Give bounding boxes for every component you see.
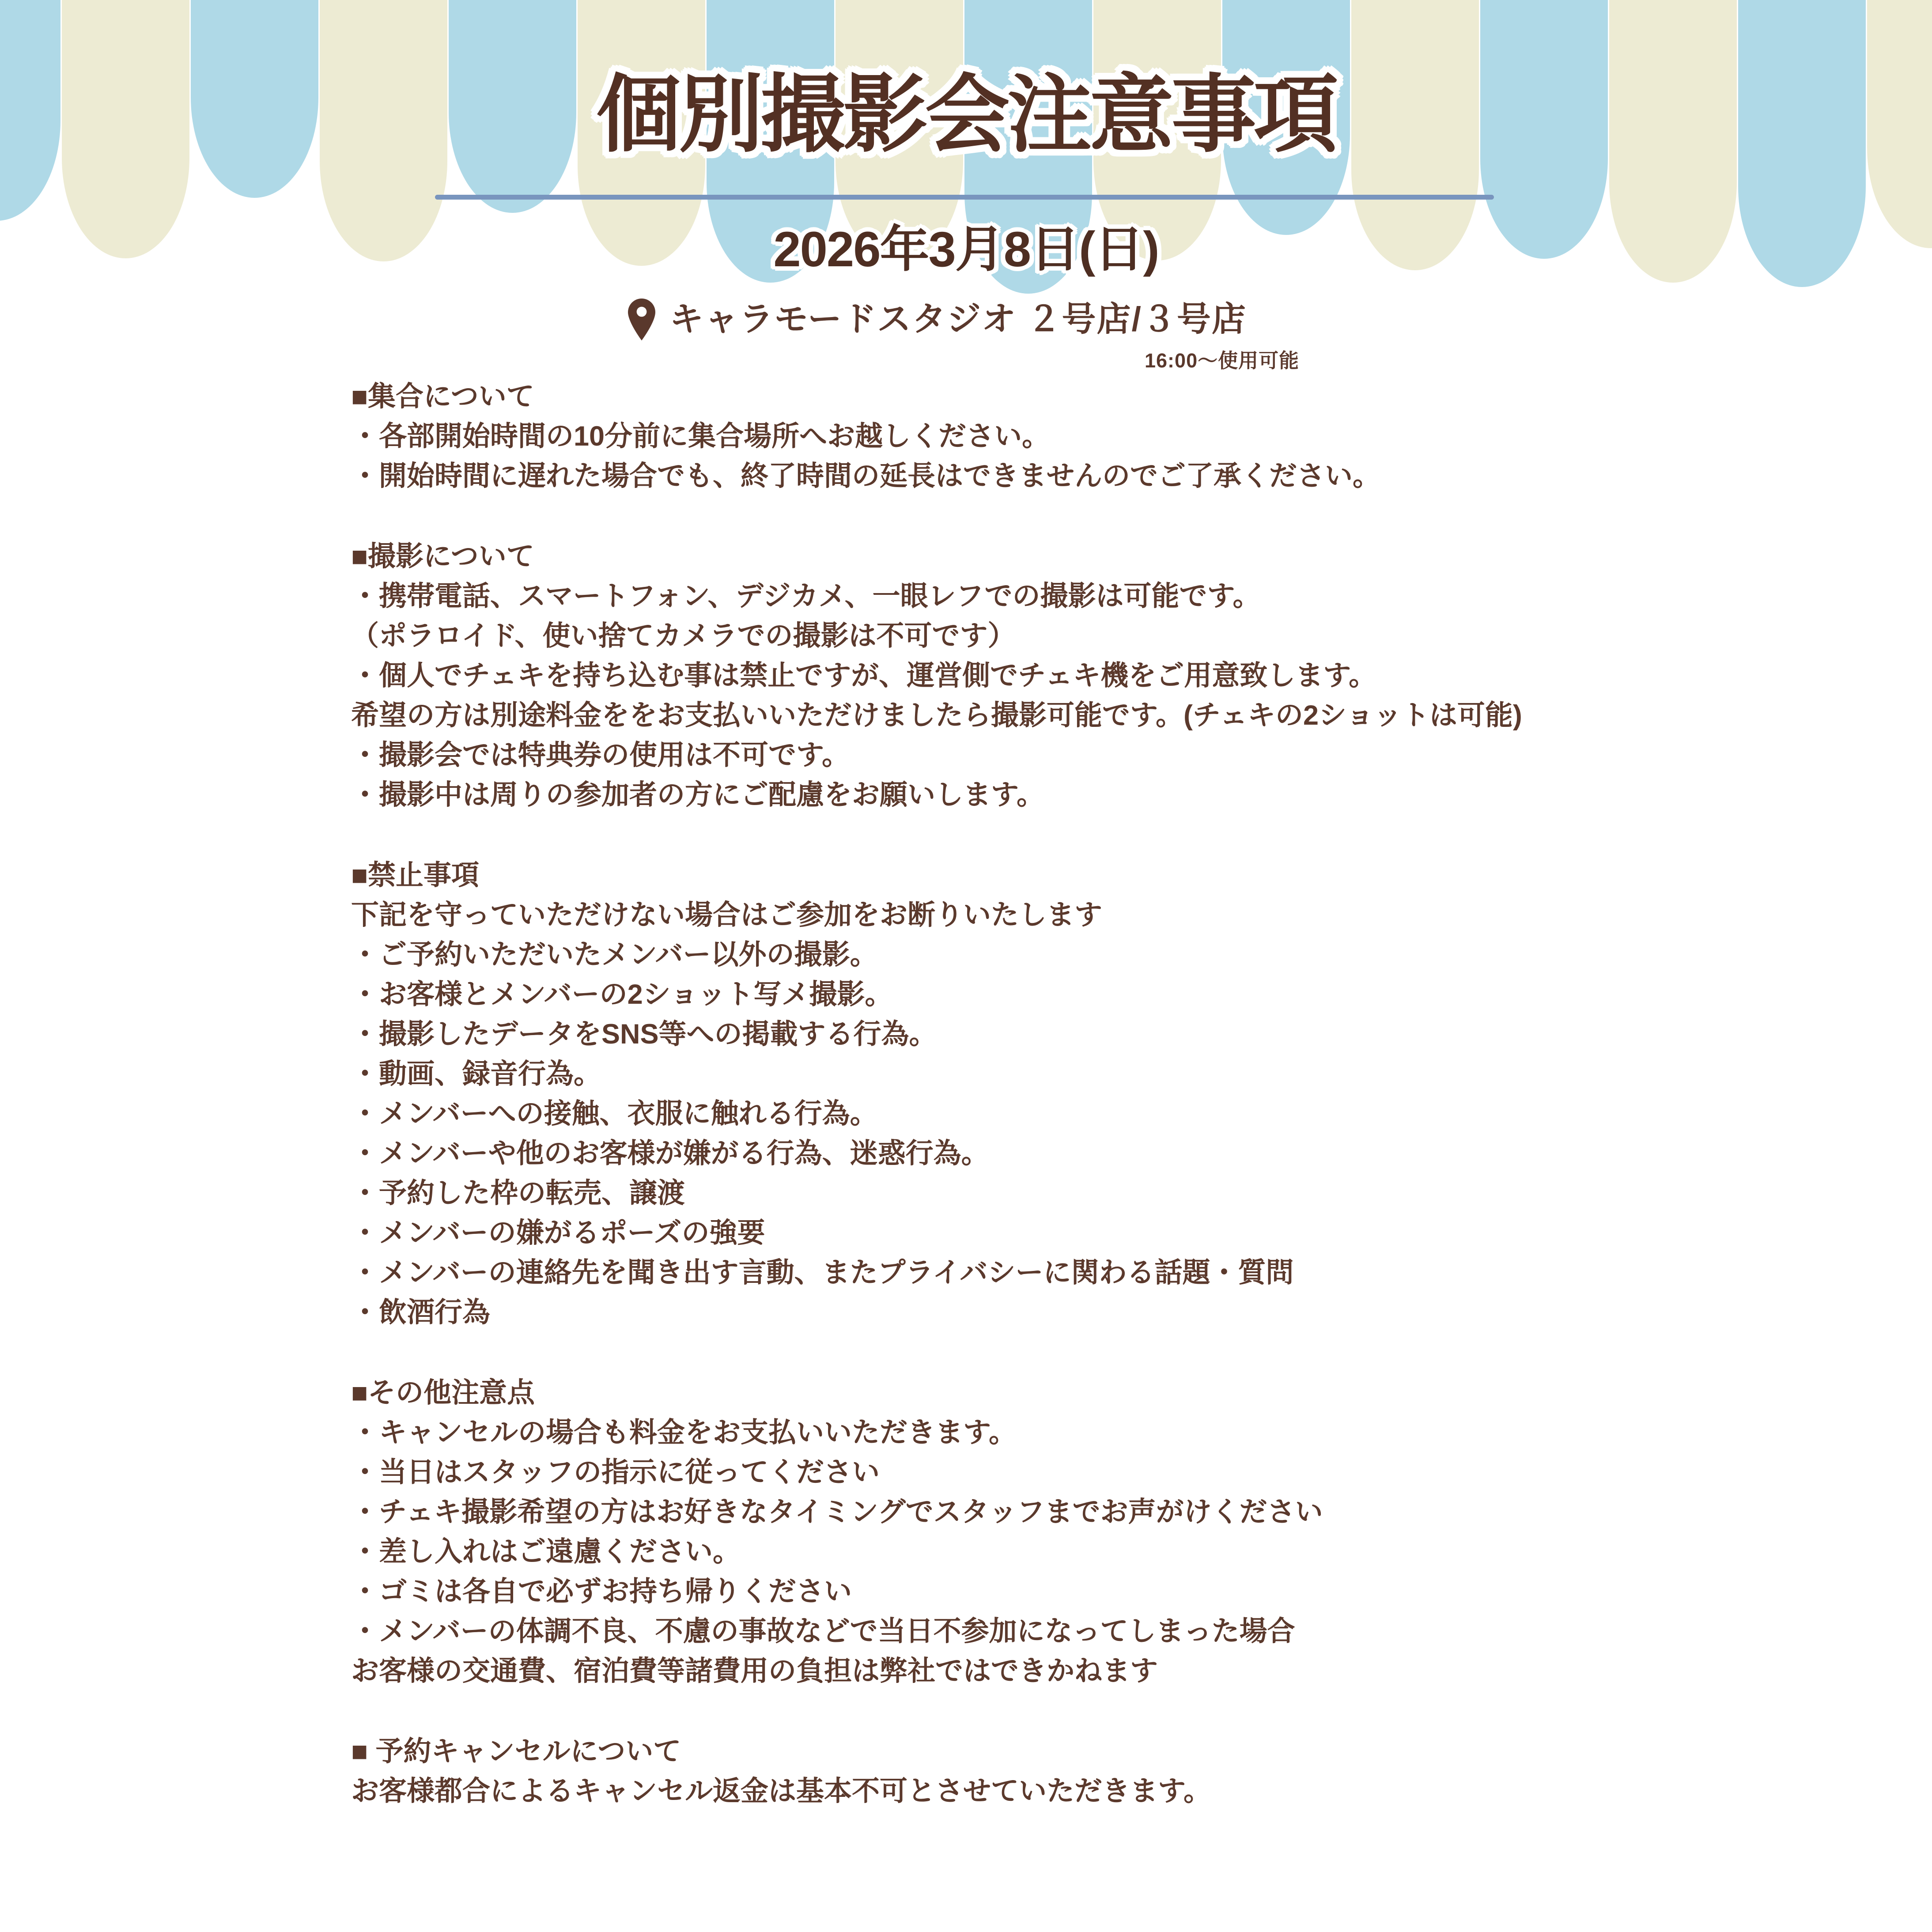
- notice-line: ・キャンセルの場合も料金をお支払いいただきます。: [351, 1417, 1017, 1448]
- notice-line: ・メンバーへの接触、衣服に触れる行為。: [351, 1098, 878, 1129]
- notice-line: ・撮影中は周りの参加者の方にご配慮をお願いします。: [351, 779, 1044, 810]
- page-title: 個別撮影会注意事項: [596, 67, 1336, 162]
- notice-line: 下記を守っていただけない場合はご参加をお断りいたします: [351, 900, 1102, 930]
- notice-section: [351, 537, 1897, 815]
- notice-body: [351, 377, 1897, 1811]
- notice-line: （ポラロイド、使い捨てカメラでの撮影は不可です）: [351, 620, 1016, 651]
- notice-line: ・差し入れはご遠慮ください。: [351, 1536, 741, 1567]
- section-heading: ■禁止事項: [351, 860, 480, 891]
- notice-line: ・当日はスタッフの指示に従ってください: [351, 1457, 880, 1488]
- notice-section: [351, 377, 1897, 496]
- notice-line: ・携帯電話、スマートフォン、デジカメ、一眼レフでの撮影は可能です。: [351, 581, 1261, 612]
- section-heading: ■集合について: [351, 381, 534, 412]
- notice-line: 希望の方は別途料金ををお支払いいただけましたら撮影可能です。(チェキの2ショットは可能): [351, 700, 1522, 731]
- notice-line: ・ゴミは各自で必ずお持ち帰りください: [351, 1576, 852, 1607]
- event-date: 2026年3月8日(日): [773, 222, 1159, 277]
- notice-line: ・チェキ撮影希望の方はお好きなタイミングでスタッフまでお声がけください: [351, 1497, 1323, 1527]
- notice-section: [351, 1373, 1897, 1691]
- notice-section: [351, 855, 1897, 1332]
- notice-line: ・予約した枠の転売、譲渡: [351, 1178, 685, 1209]
- notice-line: ・メンバーや他のお客様が嫌がる行為、迷惑行為。: [351, 1138, 989, 1169]
- notice-line: ・個人でチェキを持ち込む事は禁止ですが、運営側でチェキ機をご用意致します。: [351, 660, 1377, 691]
- map-pin-icon: [628, 299, 655, 340]
- venue-row: [628, 299, 1247, 340]
- venue-name: キャラモードスタジオ ２号店/３号店: [669, 300, 1247, 339]
- notice-line: ・撮影したデータをSNS等への掲載する行為。: [351, 1019, 937, 1050]
- notice-line: ・メンバーの連絡先を聞き出す言動、またプライバシーに関わる話題・質問: [351, 1257, 1294, 1288]
- notice-line: ・各部開始時間の10分前に集合場所へお越しください。: [351, 421, 1050, 452]
- notice-line: ・メンバーの嫌がるポーズの強要: [351, 1217, 765, 1248]
- section-heading: ■撮影について: [351, 541, 534, 572]
- venue-note: 16:00〜使用可能: [1145, 349, 1300, 372]
- title-divider: [435, 195, 1494, 200]
- notice-line: ・お客様とメンバーの2ショット写メ撮影。: [351, 979, 893, 1010]
- notice-line: ・メンバーの体調不良、不慮の事故などで当日不参加になってしまった場合: [351, 1616, 1295, 1647]
- notice-line: お客様の交通費、宿泊費等諸費用の負担は弊社ではできかねます: [351, 1656, 1158, 1686]
- notice-line: ・撮影会では特典券の使用は不可です。: [351, 740, 850, 771]
- notice-line: お客様都合によるキャンセル返金は基本不可とさせていただきます。: [351, 1776, 1211, 1807]
- notice-line: ・飲酒行為: [351, 1297, 490, 1328]
- notice-line: ・ご予約いただいたメンバー以外の撮影。: [351, 939, 878, 970]
- notice-line: ・動画、録音行為。: [351, 1059, 601, 1089]
- section-heading: ■その他注意点: [351, 1377, 535, 1408]
- section-heading: ■ 予約キャンセルについて: [351, 1736, 681, 1767]
- notice-line: ・開始時間に遅れた場合でも、終了時間の延長はできませんのでご了承ください。: [351, 461, 1380, 492]
- notice-section: [351, 1732, 1897, 1811]
